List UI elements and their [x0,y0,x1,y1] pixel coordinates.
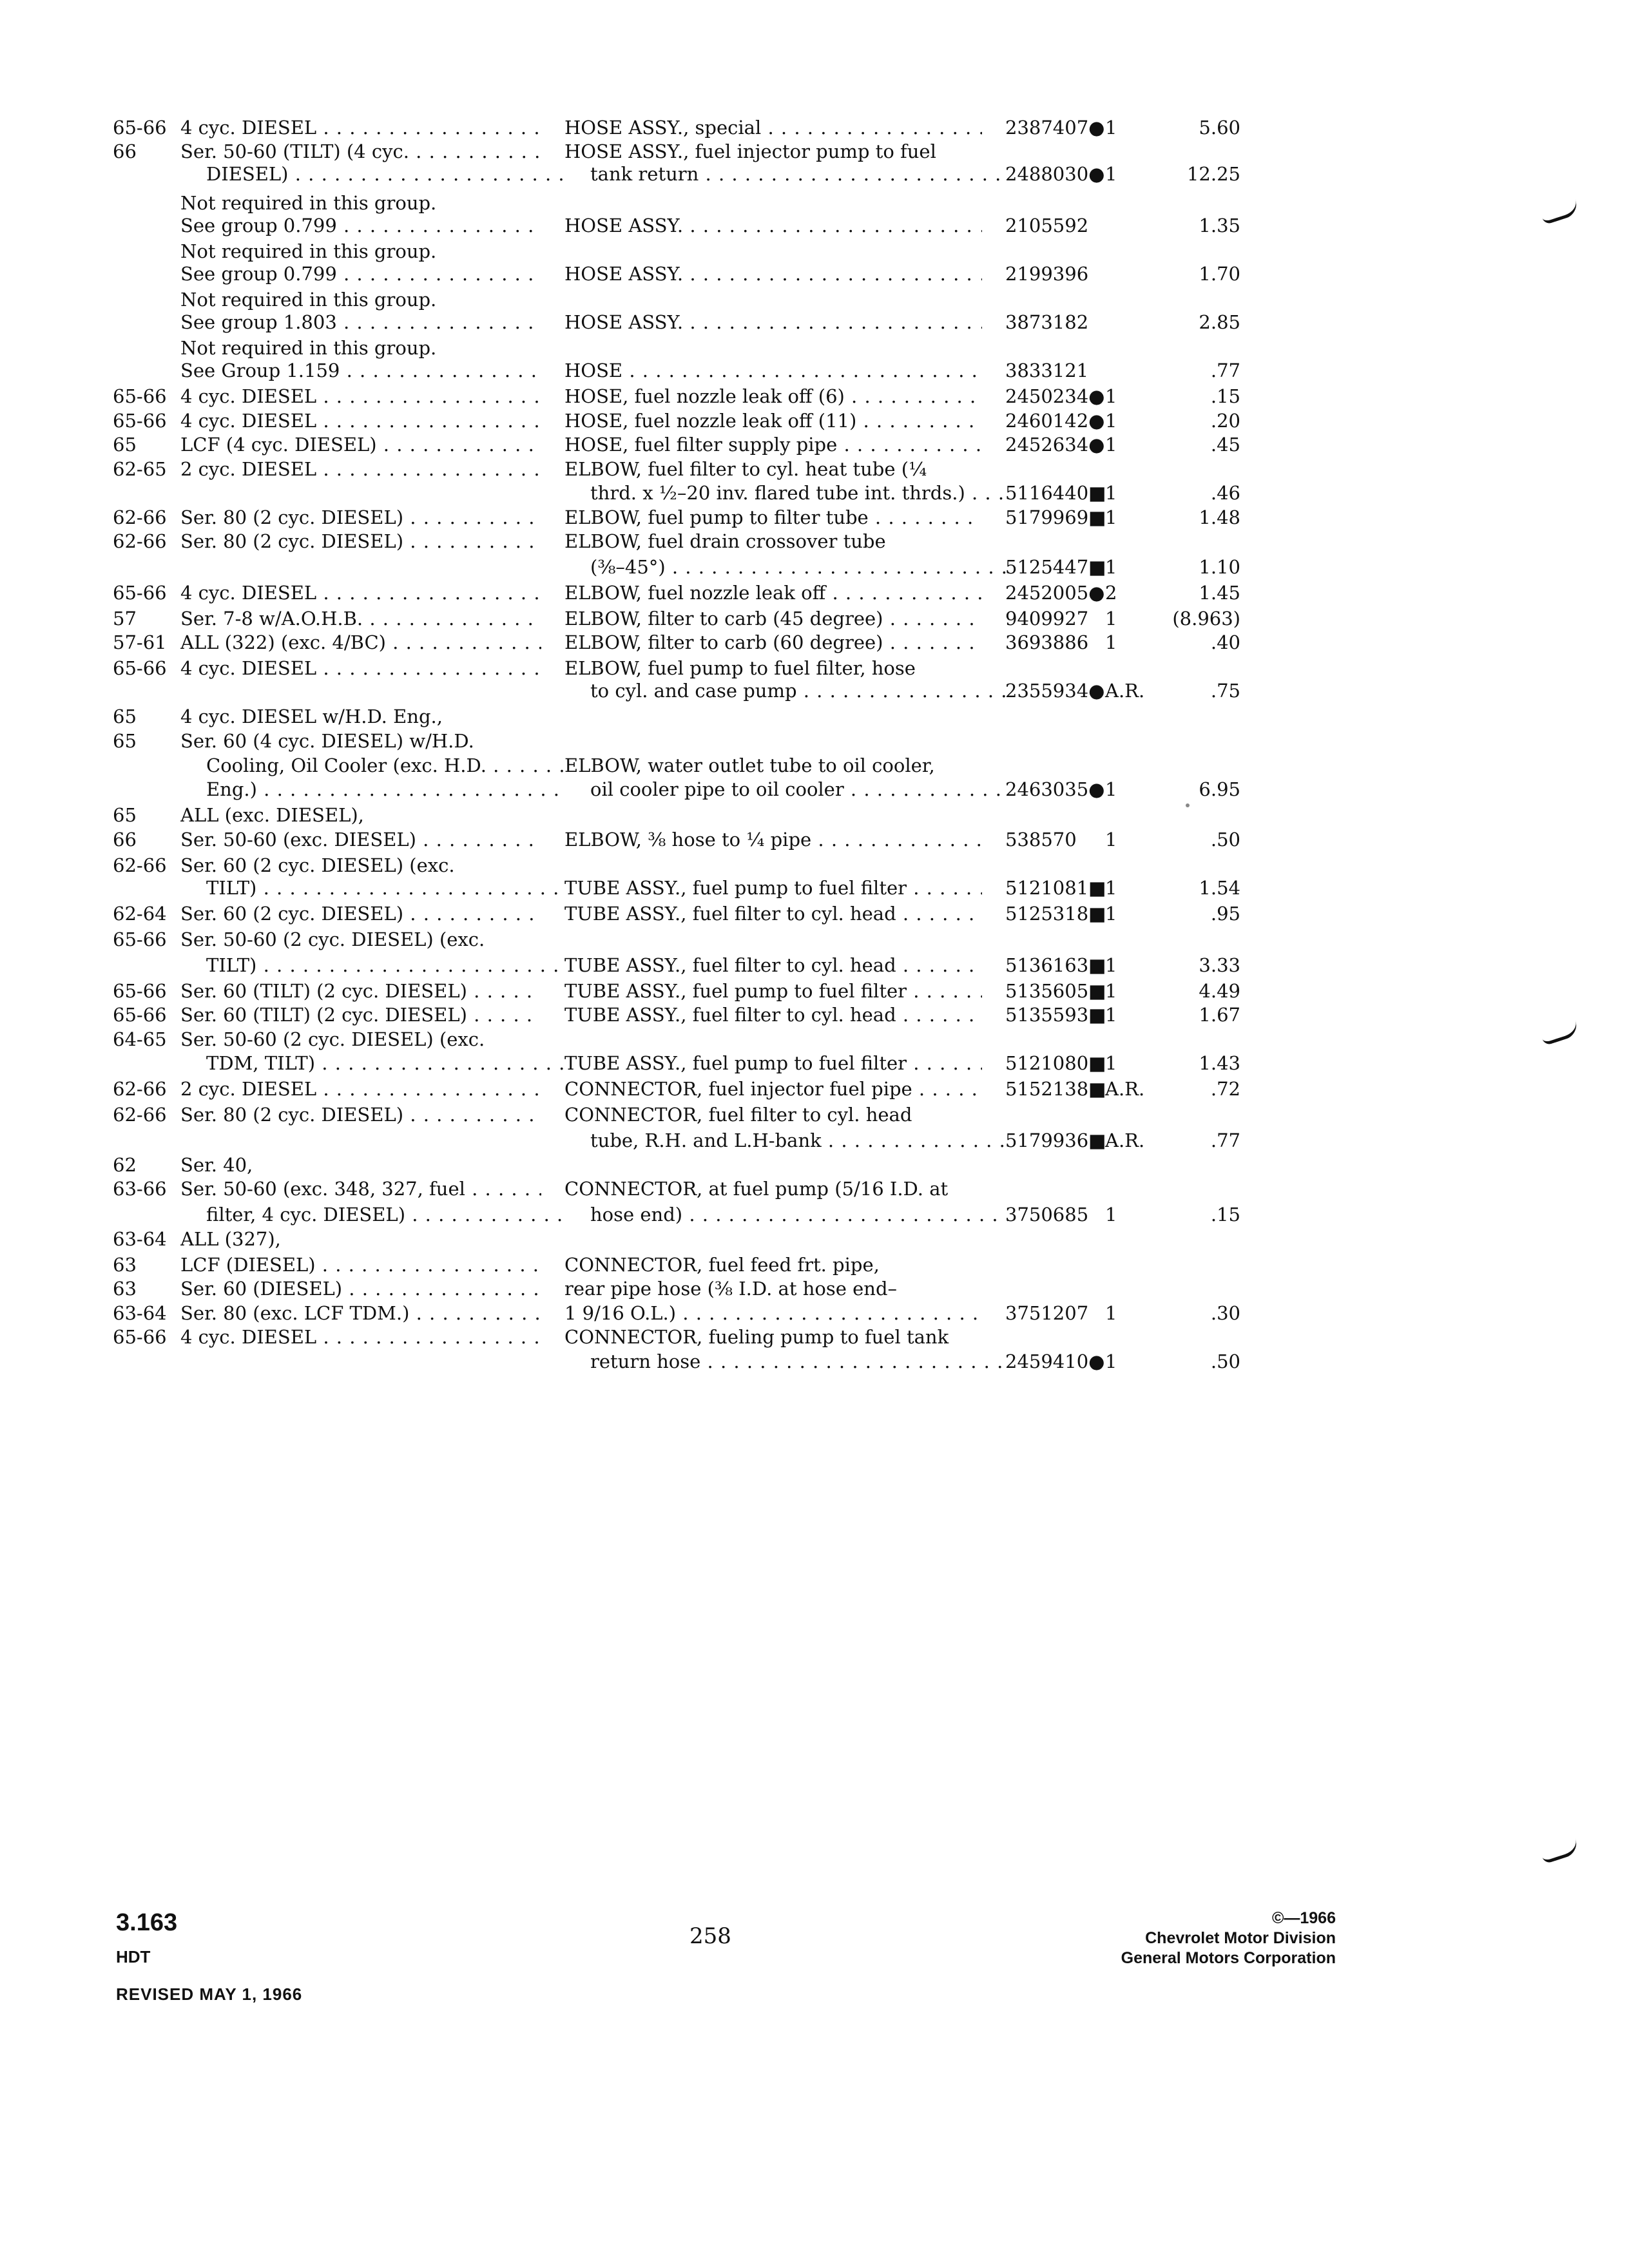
table-row [0,927,1629,954]
row-quantity: 1 [1105,954,1117,976]
row-description: TUBE ASSY., fuel pump to fuel filter . . . [564,1050,982,1076]
table-row [0,1026,1629,1053]
row-part-number: 2463035● [1005,778,1105,800]
row-price: 3.33 [1199,954,1240,976]
row-model: Not required in this group. [180,240,437,262]
row-model: Ser. 50-60 (2 cyc. DIESEL) (exc. [180,1028,485,1050]
series-code: HDT [116,1947,151,1966]
table-row [0,1176,1629,1203]
row-year: 62-66 [113,1078,167,1100]
row-year: 65 [113,434,137,456]
row-year: 62-66 [113,854,167,876]
row-quantity: 1 [1105,482,1117,504]
row-quantity: 1 [1105,1302,1117,1324]
row-part-number: 2452634● [1005,434,1105,456]
row-model: LCF (DIESEL) . . . [180,1252,541,1278]
table-row [0,776,1629,803]
row-year: 62-66 [113,1104,167,1126]
row-price: .50 [1210,1350,1240,1372]
row-description: ELBOW, fuel pump to filter tube . . . [564,505,982,530]
row-description: ELBOW, fuel pump to fuel filter, hose [564,657,916,679]
row-quantity: 1 [1105,778,1117,800]
row-model: Ser. 80 (exc. LCF TDM.) . . . [180,1300,541,1326]
table-row [0,1226,1629,1253]
row-part-number: 3751207 [1005,1302,1089,1324]
row-model: Cooling, Oil Cooler (exc. H.D. . . . [180,753,567,778]
table-row [0,1300,1629,1327]
table-row [0,1002,1629,1029]
row-part-number: 2450234● [1005,385,1105,407]
row-description: hose end) . . . [564,1202,1008,1227]
row-quantity: 1 [1105,903,1117,925]
row-model: Ser. 50-60 (2 cyc. DIESEL) (exc. [180,928,485,950]
row-part-number: 5136163■ [1005,954,1106,976]
row-year: 65 [113,804,137,826]
table-row [0,480,1629,507]
row-price: .40 [1210,631,1240,653]
row-year: 65-66 [113,980,167,1002]
row-year: 62-66 [113,506,167,528]
row-part-number: 5125447■ [1005,556,1106,578]
row-part-number: 5179936■ [1005,1129,1106,1151]
group-code: 3.163 [116,1909,178,1936]
row-description: TUBE ASSY., fuel pump to fuel filter . . . [564,875,982,901]
row-description: oil cooler pipe to oil cooler . . . [564,776,1008,802]
row-part-number: 2355934● [1005,680,1105,702]
row-model: 4 cyc. DIESEL w/H.D. Eng., [180,706,443,727]
row-part-number: 3833121 [1005,360,1089,381]
row-model: Ser. 60 (DIESEL) . . . [180,1276,541,1302]
row-model: 4 cyc. DIESEL . . . [180,383,541,409]
row-year: 62 [113,1154,137,1176]
row-price: 12.25 [1186,163,1240,185]
row-description: return hose . . . [564,1349,1008,1374]
row-model: TILT) . . . [180,875,567,901]
row-model: ALL (327), [180,1228,281,1250]
table-row [0,505,1629,532]
row-price: 6.95 [1199,778,1240,800]
row-description: tube, R.H. and L.H-bank . . . [564,1128,1008,1153]
row-year: 63-64 [113,1228,167,1250]
copyright-line: ©—1966 [1271,1909,1336,1927]
table-row [0,1349,1629,1376]
table-row [0,309,1629,336]
row-price: (8.963) [1172,608,1240,629]
row-model: Ser. 80 (2 cyc. DIESEL) . . . [180,1102,541,1128]
publisher-block [1121,1908,1336,1968]
row-year: 65 [113,730,137,752]
row-description: ELBOW, ⅜ hose to ¼ pipe . . . [564,827,982,852]
table-row [0,704,1629,731]
row-price: 1.67 [1199,1004,1240,1026]
row-description: ELBOW, water outlet tube to oil cooler, [564,754,935,776]
row-description: HOSE ASSY., special . . . [564,115,982,140]
table-row [0,1252,1629,1279]
row-quantity: 1 [1105,556,1117,578]
row-model: See group 1.803 . . . [180,309,541,335]
row-year: 66 [113,829,137,850]
row-description: TUBE ASSY., fuel filter to cyl. head . . . [564,952,982,978]
row-quantity: 1 [1105,434,1117,456]
row-part-number: 3873182 [1005,311,1089,333]
row-price: 1.10 [1199,556,1240,578]
row-price: .72 [1210,1078,1240,1100]
table-row [0,1050,1629,1077]
table-row [0,1128,1629,1155]
row-description: HOSE ASSY. . . . [564,213,982,238]
row-model: DIESEL) . . . [180,161,567,187]
table-row [0,802,1629,829]
row-model: 4 cyc. DIESEL . . . [180,408,541,434]
row-part-number: 5179969■ [1005,506,1106,528]
row-description: 1 9/16 O.L.) . . . [564,1300,982,1326]
row-year: 62-65 [113,458,167,480]
row-price: .50 [1210,829,1240,850]
row-description: tank return . . . [564,161,1008,187]
row-description: HOSE ASSY. . . . [564,309,982,335]
row-description: HOSE, fuel nozzle leak off (6) . . . [564,383,982,409]
row-model: ALL (exc. DIESEL), [180,804,364,826]
row-part-number: 5152138■ [1005,1078,1106,1100]
row-model: ALL (322) (exc. 4/BC) . . . [180,629,541,655]
row-quantity: 1 [1105,506,1117,528]
row-price: .95 [1210,903,1240,925]
table-row [0,952,1629,979]
row-model: filter, 4 cyc. DIESEL) . . . [180,1202,567,1227]
row-model: Ser. 50-60 (exc. DIESEL) . . . [180,827,541,852]
row-year: 65-66 [113,928,167,950]
row-price: .77 [1210,360,1240,381]
row-year: 63 [113,1254,137,1276]
table-row [0,728,1629,755]
row-model: See Group 1.159 . . . [180,358,541,383]
row-year: 65-66 [113,385,167,407]
margin-tick-mark [1540,1839,1580,1865]
row-model: Eng.) . . . [180,776,567,802]
row-quantity: 1 [1105,1204,1117,1225]
row-part-number: 5135593■ [1005,1004,1106,1026]
row-description: ELBOW, fuel drain crossover tube [564,530,886,552]
row-description: HOSE, fuel filter supply pipe . . . [564,432,982,457]
row-model: 4 cyc. DIESEL . . . [180,655,541,681]
row-part-number: 5121080■ [1005,1052,1106,1074]
row-year: 65-66 [113,657,167,679]
row-year: 57 [113,608,137,629]
row-quantity: 1 [1105,1350,1117,1372]
row-part-number: 2459410● [1005,1350,1105,1372]
row-part-number: 3693886 [1005,631,1089,653]
row-price: .77 [1210,1129,1240,1151]
row-price: 1.43 [1199,1052,1240,1074]
table-row [0,456,1629,483]
table-row [0,161,1629,188]
table-row [0,1076,1629,1103]
row-model: Not required in this group. [180,192,437,214]
table-row [0,358,1629,385]
row-description: TUBE ASSY., fuel filter to cyl. head . . . [564,901,982,927]
row-quantity: 1 [1105,829,1117,850]
row-model: Ser. 80 (2 cyc. DIESEL) . . . [180,505,541,530]
row-price: 1.45 [1199,582,1240,604]
row-year: 65-66 [113,117,167,139]
row-quantity: 1 [1105,117,1117,139]
row-model: 2 cyc. DIESEL . . . [180,456,541,482]
row-model: Not required in this group. [180,289,437,311]
corporation-line: General Motors Corporation [1121,1949,1336,1967]
row-price: 1.35 [1199,215,1240,236]
row-year: 63-66 [113,1178,167,1200]
row-year: 63 [113,1278,137,1300]
row-price: .20 [1210,410,1240,432]
row-year: 65-66 [113,1004,167,1026]
row-description: CONNECTOR, fuel injector fuel pipe . . . [564,1076,982,1102]
row-year: 63-64 [113,1302,167,1324]
row-part-number: 5116440■ [1005,482,1106,504]
row-description: CONNECTOR, fuel filter to cyl. head [564,1104,912,1126]
row-description: CONNECTOR, fueling pump to fuel tank [564,1326,949,1348]
table-row [0,554,1629,581]
row-model: LCF (4 cyc. DIESEL) . . . [180,432,541,457]
row-price: .46 [1210,482,1240,504]
table-row [0,383,1629,410]
row-model: Ser. 80 (2 cyc. DIESEL) . . . [180,528,541,554]
row-price: 5.60 [1199,117,1240,139]
row-description: ELBOW, fuel nozzle leak off . . . [564,580,982,606]
row-model: TDM, TILT) . . . [180,1050,567,1076]
row-description: ELBOW, fuel filter to cyl. heat tube (¼ [564,458,927,480]
row-part-number: 2460142● [1005,410,1105,432]
row-price: .45 [1210,434,1240,456]
table-row [0,528,1629,555]
row-description: HOSE, fuel nozzle leak off (11) . . . [564,408,982,434]
table-row [0,978,1629,1005]
row-quantity: 1 [1105,163,1117,185]
row-price: .15 [1210,1204,1240,1225]
row-price: .75 [1210,680,1240,702]
row-description: CONNECTOR, at fuel pump (5/16 I.D. at [564,1178,949,1200]
row-price: 1.70 [1199,263,1240,285]
row-part-number: 2199396 [1005,263,1089,285]
row-model: Ser. 60 (TILT) (2 cyc. DIESEL) . . . [180,1002,541,1028]
row-year: 62-64 [113,903,167,925]
table-row [0,1202,1629,1229]
table-row [0,901,1629,928]
row-model: Ser. 50-60 (exc. 348, 327, fuel . . . [180,1176,541,1202]
row-model: Not required in this group. [180,337,437,359]
row-description: TUBE ASSY., fuel filter to cyl. head . . . [564,1002,982,1028]
row-quantity: 1 [1105,1052,1117,1074]
row-model: Ser. 60 (2 cyc. DIESEL) . . . [180,901,541,927]
row-quantity: A.R. [1105,680,1145,702]
row-description: to cyl. and case pump . . . [564,678,1008,704]
row-model: Ser. 40, [180,1154,253,1176]
row-part-number: 5121081■ [1005,877,1106,899]
row-year: 66 [113,140,137,162]
row-year: 65-66 [113,1326,167,1348]
row-quantity: 1 [1105,385,1117,407]
division-line: Chevrolet Motor Division [1145,1929,1336,1947]
row-year: 65-66 [113,582,167,604]
row-model: 4 cyc. DIESEL . . . [180,115,541,140]
row-part-number: 5125318■ [1005,903,1106,925]
row-year: 62-66 [113,530,167,552]
scan-smudge [1186,803,1190,807]
row-quantity: A.R. [1105,1078,1145,1100]
table-row [0,580,1629,607]
row-price: 4.49 [1199,980,1240,1002]
page-number: 258 [689,1923,731,1949]
row-model: 2 cyc. DIESEL . . . [180,1076,541,1102]
table-row [0,1152,1629,1179]
table-row [0,1324,1629,1351]
row-year: 65-66 [113,410,167,432]
row-description: thrd. x ½–20 inv. flared tube int. thrds.) . . . [564,480,1008,506]
row-part-number: 538570 [1005,829,1077,850]
row-price: .15 [1210,385,1240,407]
row-model: See group 0.799 . . . [180,213,541,238]
row-model: Ser. 7-8 w/A.O.H.B. . . . [180,606,541,631]
table-row [0,678,1629,705]
table-row [0,875,1629,902]
row-description: TUBE ASSY., fuel pump to fuel filter . . . [564,978,982,1004]
table-row [0,408,1629,435]
row-description: CONNECTOR, fuel feed frt. pipe, [564,1254,880,1276]
row-model: 4 cyc. DIESEL . . . [180,1324,541,1350]
row-model: Ser. 60 (4 cyc. DIESEL) w/H.D. [180,730,474,752]
row-price: 2.85 [1199,311,1240,333]
row-part-number: 2387407● [1005,117,1105,139]
row-description: HOSE ASSY. . . . [564,261,982,287]
table-row [0,1276,1629,1303]
row-price: .30 [1210,1302,1240,1324]
table-row [0,827,1629,854]
row-model: Ser. 50-60 (TILT) (4 cyc. . . . [180,139,541,164]
row-model: 4 cyc. DIESEL . . . [180,580,541,606]
row-description: rear pipe hose (⅜ I.D. at hose end– [564,1278,898,1300]
row-year: 65 [113,706,137,727]
row-quantity: A.R. [1105,1129,1145,1151]
row-part-number: 2488030● [1005,163,1105,185]
revision-date: REVISED MAY 1, 1966 [116,1984,303,2004]
table-row [0,115,1629,142]
table-row [0,753,1629,780]
row-quantity: 1 [1105,877,1117,899]
table-row [0,261,1629,288]
row-quantity: 1 [1105,980,1117,1002]
row-quantity: 1 [1105,608,1117,629]
row-quantity: 1 [1105,631,1117,653]
row-description: ELBOW, filter to carb (60 degree) . . . [564,629,982,655]
table-row [0,629,1629,657]
row-price: 1.48 [1199,506,1240,528]
row-model: Ser. 60 (TILT) (2 cyc. DIESEL) . . . [180,978,541,1004]
row-quantity: 2 [1105,582,1117,604]
row-description: HOSE ASSY., fuel injector pump to fuel [564,140,936,162]
row-quantity: 1 [1105,410,1117,432]
row-model: See group 0.799 . . . [180,261,541,287]
row-part-number: 9409927 [1005,608,1089,629]
table-row [0,213,1629,240]
row-description: (⅜–45°) . . . [564,554,1008,580]
row-part-number: 3750685 [1005,1204,1089,1225]
table-row [0,606,1629,633]
row-part-number: 5135605■ [1005,980,1106,1002]
row-model: Ser. 60 (2 cyc. DIESEL) (exc. [180,854,455,876]
row-year: 57-61 [113,631,167,653]
table-row [0,432,1629,459]
table-row [0,1102,1629,1129]
row-description: ELBOW, filter to carb (45 degree) . . . [564,606,982,631]
row-part-number: 2452005● [1005,582,1105,604]
row-price: 1.54 [1199,877,1240,899]
row-year: 64-65 [113,1028,167,1050]
row-description: HOSE . . . [564,358,982,383]
row-model: TILT) . . . [180,952,567,978]
row-quantity: 1 [1105,1004,1117,1026]
row-part-number: 2105592 [1005,215,1089,236]
